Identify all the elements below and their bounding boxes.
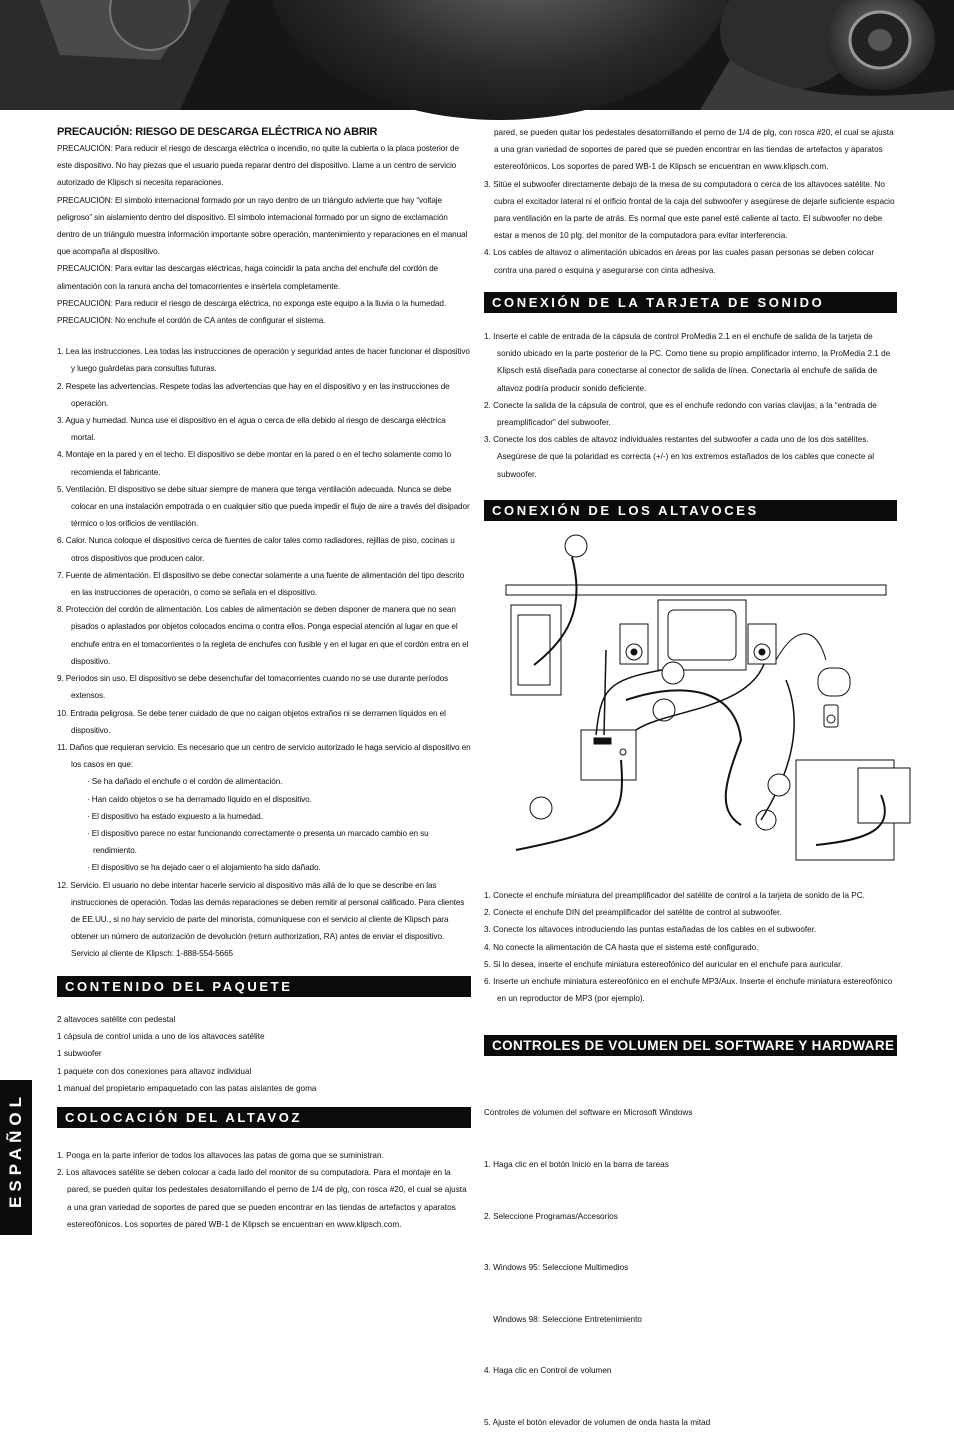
connection-diagram — [486, 530, 896, 860]
sub-item: · El dispositivo ha estado expuesto a la humedad. — [87, 811, 263, 821]
section-heading-volume: CONTROLES DE VOLUMEN DEL SOFTWARE Y HARDWARE — [484, 1035, 897, 1056]
sub-item: · Han caído objetos o se ha derramado líquido en el dispositivo. — [87, 794, 312, 804]
list-item: 9. Períodos sin uso. El dispositivo se debe desenchufar del tomacorrientes cuando no se use durante períodos extensos. — [57, 674, 449, 701]
list-item: 10. Entrada peligrosa. Se debe tener cuidado de que no caigan objetos extraños ni se derramen líquidos en el dispositivo. — [57, 708, 446, 735]
caution-paragraph: PRECAUCIÓN: No enchufe el cordón de CA antes de configurar el sistema. — [57, 316, 326, 326]
list-item: 2. Conecte el enchufe DIN del preamplificador del satélite de control al subwoofer. — [484, 908, 782, 918]
header-photo — [0, 0, 954, 110]
list-item: 4. Montaje en la pared y en el techo. El dispositivo se debe montar en la pared o en el techo solamente como lo recomienda el fabricante. — [57, 450, 451, 477]
list-item: 1 subwoofer — [57, 1049, 102, 1059]
volume-list — [484, 1070, 897, 1448]
list-item: 8. Protección del cordón de alimentación. Los cables de alimentación se deben disponer de manera que no sean pisados o aplastados por objetos colocados encima o contra ellos. Ponga especial atención al lugar en que el enchufe entra en el tomacorrientes o la regleta de enchufes con fusible y en el lugar en que el cordón entra en el dispositivo. — [57, 605, 469, 666]
sub-item: · Se ha dañado el enchufe o el cordón de alimentación. — [87, 777, 283, 787]
sub-item: · El dispositivo parece no estar funcionando correctamente o presenta un marcado cambio en su rendimiento. — [87, 828, 429, 856]
list-item: Windows 98: Seleccione Entretenimiento — [484, 1314, 642, 1324]
list-item: 1. Inserte el cable de entrada de la cápsula de control ProMedia 2.1 en el enchufe de salida de la tarjeta de sonido ubicado en la parte posterior de la PC. Como tiene su propio amplificador interno, la ProMedia 2.1 de Klipsch está diseñada para conectarse al conector de salida de línea. Conectarla al enchufe de salida de altavoz podría producir sonido deficiente. — [484, 332, 891, 393]
caution-paragraph: PRECAUCIÓN: El símbolo internacional formado por un rayo dentro de un triángulo advierte que hay “voltaje peligroso” sin aislamiento dentro del dispositivo. El símbolo internacional formado por un signo de exclamación dentro de un triángulo muestra información importante sobre operación, mantenimiento y reparaciones en el manual que acompaña al dispositivo. — [57, 195, 468, 257]
speakers-list — [484, 887, 897, 1007]
left-column — [57, 124, 471, 963]
list-item: 1 manual del propietario empaquetado con las patas aislantes de goma — [57, 1083, 317, 1093]
list-item: 2 altavoces satélite con pedestal — [57, 1015, 176, 1024]
section-heading-speakers: CONEXIÓN DE LOS ALTAVOCES — [484, 500, 897, 521]
section-heading-package: CONTENIDO DEL PAQUETE — [57, 976, 471, 997]
caution-title: PRECAUCIÓN: RIESGO DE DESCARGA ELÉCTRICA NO ABRIR — [57, 126, 378, 138]
list-item: 3. Conecte los dos cables de altavoz individuales restantes del subwoofer a cada uno de los dos satélites. Asegúrese de que la polaridad es correcta (+/-) en los extremos estañados de los cables que conecte al subwoofer. — [484, 435, 875, 479]
sub-item: · El dispositivo se ha dejado caer o el alojamiento ha sido dañado. — [87, 863, 321, 873]
list-item: 3. Windows 95: Seleccione Multimedios — [484, 1263, 629, 1273]
list-item: 1 cápsula de control unida a uno de los altavoces satélite — [57, 1032, 265, 1042]
section-heading-placement: COLOCACIÓN DEL ALTAVOZ — [57, 1107, 471, 1128]
list-item: 3. Sitúe el subwoofer directamente debajo de la mesa de su computadora o cerca de los altavoces satélite. No cubra el excitador lateral ni el orificio frontal de la caja del subwoofer y asegúrese de dejarle suficiente espacio para ventilación en la parte de atrás. Es normal que este panel esté caliente al tacto. El subwoofer no debe estar a menos de 10 plg. del monitor de la computadora para evitar interferencia. — [484, 179, 895, 241]
list-item: 5. Ajuste el botón elevador de volumen de onda hasta la mitad — [484, 1418, 711, 1428]
list-item: Controles de volumen del software en Microsoft Windows — [484, 1108, 693, 1118]
placement-list-start — [57, 1147, 471, 1229]
caution-paragraph: PRECAUCIÓN: Para reducir el riesgo de descarga eléctrica o incendio, no quite la cubierta o la placa posterior de este dispositivo. No hay piezas que el usuario pueda reparar dentro del dispositivo. Llame a un centro de servicio autorizado de Klipsch si necesita reparaciones. — [57, 144, 459, 188]
list-item: 3. Agua y humedad. Nunca use el dispositivo en el agua o cerca de ella debido al riesgo de descarga eléctrica mortal. — [57, 416, 446, 443]
list-item: 7. Fuente de alimentación. El dispositivo se debe conectar solamente a una fuente de alimentación del tipo descrito en las instrucciones de operación, o como se señala en el dispositivo. — [57, 570, 465, 598]
caution-paragraph: PRECAUCIÓN: Para evitar las descargas eléctricas, haga coincidir la pata ancha del enchufe del cordón de alimentación con la ranura ancha del tomacorrientes e insértela completamente. — [57, 264, 438, 291]
list-item: 2. Los altavoces satélite se deben colocar a cada lado del monitor de su computadora. Para el montaje en la pared, se pueden quitar los pedestales desatornillando el perno de 1/4 de plg, con rosca #20, el cual se ajusta a una gran variedad de soportes de pared que se pueden encontrar en las tiendas de artefactos y aparatos estereofónicos. Los soportes de pared WB-1 de Klipsch se encuentran en www.klipsch.com. — [57, 1168, 467, 1229]
list-item: 1 paquete con dos conexiones para altavoz individual — [57, 1066, 252, 1076]
list-item: 6. Calor. Nunca coloque el dispositivo cerca de fuentes de calor tales como radiadores, rejillas de piso, cocinas u otros dispositivos que producen calor. — [57, 536, 455, 563]
language-label: ESPAÑOL — [6, 1092, 25, 1208]
placement-list-continued — [484, 124, 897, 279]
soundcard-list — [484, 328, 897, 483]
list-item: 2. Seleccione Programas/Accesorios — [484, 1211, 618, 1221]
safety-instructions-list — [57, 343, 471, 962]
language-tab — [0, 1080, 32, 1235]
speaker-photo — [0, 0, 954, 110]
list-item: 4. Haga clic en Control de volumen — [484, 1366, 612, 1376]
caution-paragraph: PRECAUCIÓN: Para reducir el riesgo de descarga eléctrica, no exponga este equipo a la lluvia o la humedad. — [57, 298, 446, 308]
list-item-text: 11. Daños que requieran servicio. Es necesario que un centro de servicio autorizado le haga servicio al dispositivo en los casos en que: — [57, 742, 471, 770]
list-item: 4. Los cables de altavoz o alimentación ubicados en áreas por las cuales pasan personas se deben colocar contra una pared o esquina y asegurarse con cinta adhesiva. — [484, 248, 875, 275]
list-item: 12. Servicio. El usuario no debe intentar hacerle servicio al dispositivo más allá de lo que se describe en las instrucciones de operación. Todas las demás reparaciones se deben remitir al personal calificado. Para clientes de EE.UU., si no hay servicio de parte del minorista, comuníquese con el servicio al cliente de Klipsch para obtener un número de autorización de devolución (return authorization, RA) antes de enviar el dispositivo. Servicio al cliente de Klipsch: 1-888-554-5665 — [57, 880, 465, 959]
list-item: 4. No conecte la alimentación de CA hasta que el sistema esté configurado. — [484, 942, 759, 952]
package-list — [57, 1011, 471, 1097]
list-item: 1. Ponga en la parte inferior de todos los altavoces las patas de goma que se suministran. — [57, 1151, 384, 1160]
list-item: 1. Haga clic en el botón Inicio en la barra de tareas — [484, 1160, 669, 1170]
list-item: 5. Si lo desea, inserte el enchufe miniatura estereofónico del auricular en el enchufe para auricular. — [484, 959, 843, 969]
list-item: 3. Conecte los altavoces introduciendo las puntas estañadas de los cables en el subwoofer. — [484, 925, 817, 935]
list-item: 5. Ventilación. El dispositivo se debe situar siempre de manera que tenga ventilación adecuada. Nunca se debe colocar en una instalación empotrada o en cualquier sitio que pueda impedir el flujo de aire a través del disipador térmico o los orificios de ventilación. — [57, 484, 470, 529]
list-item: 1. Conecte el enchufe miniatura del preamplificador del satélite de control a la tarjeta de sonido de la PC. — [484, 891, 865, 900]
section-heading-soundcard: CONEXIÓN DE LA TARJETA DE SONIDO — [484, 292, 897, 313]
list-item — [57, 739, 471, 877]
list-item: 2. Conecte la salida de la cápsula de control, que es el enchufe redondo con varias clavijas, a la “entrada de preamplificador” del subwoofer. — [484, 400, 877, 428]
list-item-continued: pared, se pueden quitar los pedestales desatornillando el perno de 1/4 de plg, con rosca #20, el cual se ajusta a una gran variedad de soportes de pared que se pueden encontrar en las tiendas de artefactos y aparatos estereofónicos. Los soportes de pared WB-1 de Klipsch se encuentran en www.klipsch.com. — [494, 128, 894, 172]
list-item: 2. Respete las advertencias. Respete todas las advertencias que hay en el dispositivo y en las instrucciones de operación. — [57, 381, 450, 408]
list-item: 6. Inserte un enchufe miniatura estereofónico en el enchufe MP3/Aux. Inserte el enchufe miniatura estereofónico en un reproductor de MP3 (por ejemplo). — [484, 977, 893, 1004]
list-item: 1. Lea las instrucciones. Lea todas las instrucciones de operación y seguridad antes de hacer funcionar el dispositivo y luego guárdelas para consultas futuras. — [57, 347, 470, 374]
